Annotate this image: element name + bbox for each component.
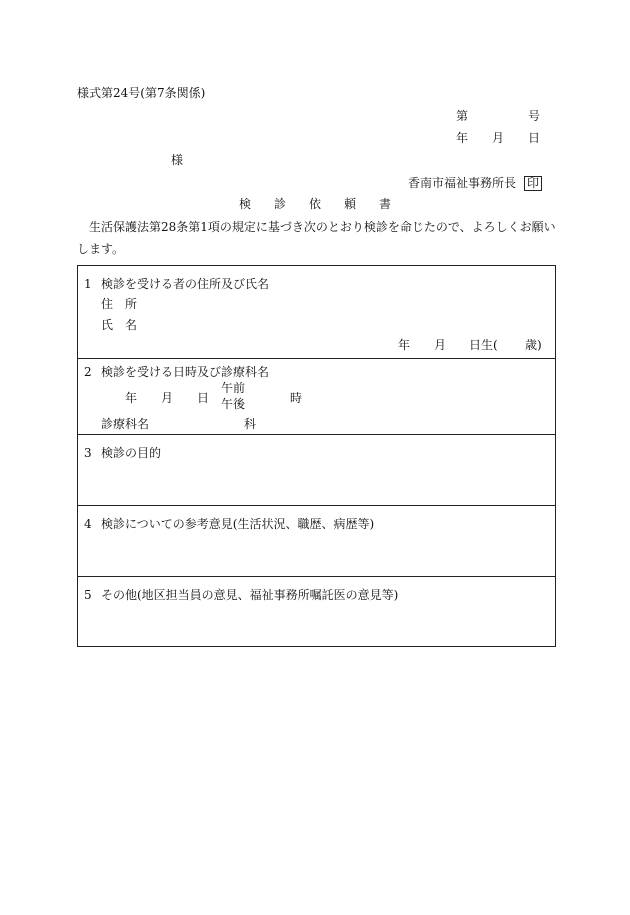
section-number: 5: [84, 588, 92, 602]
doc-number-suffix: 号: [528, 109, 541, 123]
section-2: [78, 358, 555, 435]
doc-number-prefix: 第: [456, 109, 469, 123]
section-heading: その他(地区担当員の意見、福祉事務所嘱託医の意見等): [101, 588, 399, 602]
name-label: 氏 名: [101, 318, 138, 332]
section-number: 1: [84, 277, 92, 291]
date-day: 日: [528, 131, 541, 145]
title-char: 検: [239, 197, 252, 211]
section-1: [78, 266, 555, 358]
title-char: 診: [274, 197, 287, 211]
form-number: 様式第24号(第7条関係): [77, 86, 206, 100]
department-label: 診療科名: [101, 417, 150, 431]
birth-year: 年: [398, 338, 411, 352]
exam-month: 月: [161, 391, 174, 405]
exam-year: 年: [125, 391, 138, 405]
section-number: 4: [84, 517, 92, 531]
exam-hour: 時: [290, 391, 303, 405]
body-text-line1: 生活保護法第28条第1項の規定に基づき次のとおり検診を命じたので、よろしくお願い: [89, 220, 556, 234]
addressee-honorific: 様: [171, 153, 184, 167]
section-number: 2: [84, 365, 92, 379]
birth-day: 日生(: [469, 338, 498, 352]
department-suffix: 科: [244, 417, 257, 431]
birth-month: 月: [434, 338, 447, 352]
section-number: 3: [84, 446, 92, 460]
section-heading: 検診についての参考意見(生活状況、職歴、病歴等): [101, 517, 375, 531]
am-label: 午前: [221, 381, 246, 395]
title-char: 頼: [344, 197, 357, 211]
date-month: 月: [492, 131, 505, 145]
title-char: 依: [309, 197, 322, 211]
seal-stamp: 印: [524, 176, 542, 191]
title-char: 書: [379, 197, 392, 211]
age-label: 歳): [525, 338, 542, 352]
issuer-name: 香南市福祉事務所長: [408, 176, 517, 190]
issuer-line: [408, 176, 542, 191]
section-heading: 検診の目的: [101, 446, 162, 460]
section-heading: 検診を受ける者の住所及び氏名: [101, 277, 270, 291]
document-title: [239, 198, 251, 210]
section-4: [78, 505, 555, 577]
address-label: 住 所: [101, 297, 138, 311]
pm-label: 午後: [221, 397, 246, 411]
section-3: [78, 434, 555, 506]
body-text-line2: します。: [77, 242, 125, 256]
section-heading: 検診を受ける日時及び診療科名: [101, 365, 270, 379]
examination-table: [77, 265, 556, 647]
exam-day: 日: [197, 391, 210, 405]
date-year: 年: [456, 131, 469, 145]
section-5: [78, 576, 555, 647]
